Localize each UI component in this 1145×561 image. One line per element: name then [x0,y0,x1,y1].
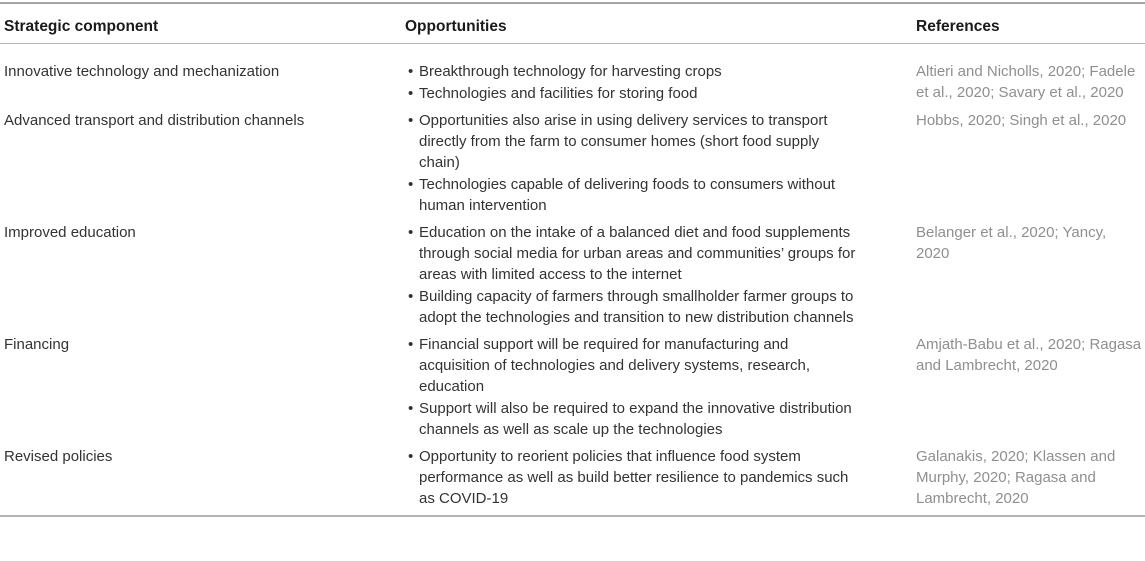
opportunity-text: Financial support will be required for manufacturing and acquisition of technologies and delivery systems, research, education [419,336,811,395]
opportunity-item [405,222,858,285]
bullet-icon: • [408,224,414,241]
opportunities-list [405,61,858,104]
bullet-icon: • [408,288,414,305]
opportunities-list [405,446,858,509]
references-cell: Amjath-Babu et al., 2020; Ragasa and Lambrecht, 2020 [916,336,1142,374]
table-row [0,44,1145,105]
table-row [0,440,1145,516]
opportunity-item [405,83,858,104]
column-header-references: References [916,3,1145,44]
strategic-component-cell: Advanced transport and distribution channels [4,112,305,129]
bullet-icon: • [408,112,414,129]
opportunity-item [405,110,858,173]
references-cell: Belanger et al., 2020; Yancy, 2020 [916,224,1107,262]
opportunity-text: Breakthrough technology for harvesting crops [419,63,722,80]
bullet-icon: • [408,448,414,465]
strategy-table [0,2,1145,517]
opportunities-cell [405,104,916,216]
table-row [0,328,1145,440]
opportunities-cell [405,440,916,516]
opportunities-list [405,110,858,216]
opportunity-text: Support will also be required to expand the innovative distribution channels as well as scale up the technologies [419,400,852,438]
bullet-icon: • [408,85,414,102]
opportunity-text: Education on the intake of a balanced diet and food supplements through social media for urban areas and communities’ groups for areas with limited access to the internet [419,224,856,283]
opportunity-text: Opportunities also arise in using delivery services to transport directly from the farm to consumer homes (short food supply chain) [419,112,828,171]
opportunity-item [405,286,858,328]
opportunity-item [405,446,858,509]
opportunity-item [405,398,858,440]
strategic-component-cell: Revised policies [4,448,113,465]
bullet-icon: • [408,336,414,353]
bullet-icon: • [408,176,414,193]
header-row [0,3,1145,44]
opportunity-text: Building capacity of farmers through smallholder farmer groups to adopt the technologies and transition to new distribution channels [419,288,854,326]
opportunity-text: Technologies and facilities for storing food [419,85,698,102]
bullet-icon: • [408,63,414,80]
opportunities-list [405,222,858,328]
references-cell: Hobbs, 2020; Singh et al., 2020 [916,112,1127,129]
opportunity-text: Opportunity to reorient policies that influence food system performance as well as build better resilience to pandemics such as COVID-19 [419,448,849,507]
opportunity-text: Technologies capable of delivering foods to consumers without human intervention [419,176,836,214]
opportunity-item [405,61,858,82]
table-row [0,104,1145,216]
opportunities-cell [405,44,916,105]
column-header-opportunities: Opportunities [405,3,916,44]
opportunities-cell [405,216,916,328]
opportunities-list [405,334,858,440]
strategic-component-cell: Innovative technology and mechanization [4,63,280,80]
opportunity-item [405,334,858,397]
references-cell: Galanakis, 2020; Klassen and Murphy, 2020; Ragasa and Lambrecht, 2020 [916,448,1116,507]
table-row [0,216,1145,328]
column-header-strategic-component: Strategic component [0,3,405,44]
bullet-icon: • [408,400,414,417]
references-cell: Altieri and Nicholls, 2020; Fadele et al., 2020; Savary et al., 2020 [916,63,1136,101]
strategic-component-cell: Improved education [4,224,136,241]
opportunities-cell [405,328,916,440]
opportunity-item [405,174,858,216]
strategic-component-cell: Financing [4,336,70,353]
